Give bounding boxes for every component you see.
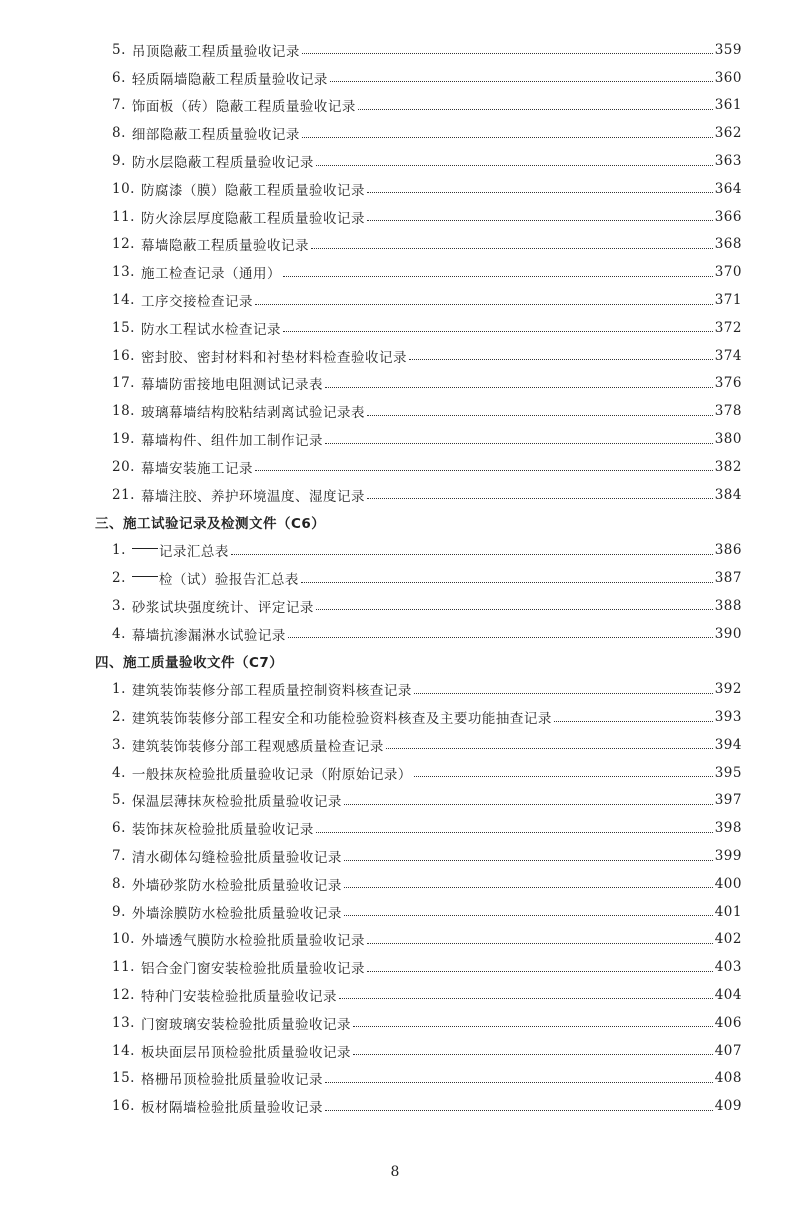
entry-number: 14. bbox=[112, 292, 135, 309]
toc-entry[interactable] bbox=[0, 870, 790, 898]
entry-title: 铝合金门窗安装检验批质量验收记录 bbox=[140, 961, 365, 978]
entry-number: 15. bbox=[112, 1070, 135, 1087]
dot-leader bbox=[325, 1110, 713, 1111]
entry-title: 幕墙构件、组件加工制作记录 bbox=[140, 433, 323, 450]
entry-number: 9. bbox=[112, 903, 126, 920]
entry-number: 7. bbox=[112, 97, 126, 114]
entry-page-number: 370 bbox=[714, 264, 742, 281]
entry-page-number: 363 bbox=[714, 153, 742, 170]
toc-entry[interactable] bbox=[0, 258, 790, 286]
toc-entry[interactable] bbox=[0, 536, 790, 564]
dot-leader bbox=[367, 415, 713, 416]
toc-entry[interactable] bbox=[0, 370, 790, 398]
toc-entry[interactable] bbox=[0, 787, 790, 815]
toc-entry[interactable] bbox=[0, 342, 790, 370]
entry-number: 5. bbox=[112, 41, 126, 58]
dot-leader bbox=[325, 387, 713, 388]
entry-page-number: 409 bbox=[714, 1098, 742, 1115]
entry-number: 21. bbox=[112, 486, 135, 503]
entry-title: 细部隐蔽工程质量验收记录 bbox=[131, 127, 300, 144]
toc-entry[interactable] bbox=[0, 481, 790, 509]
dot-leader bbox=[301, 582, 713, 583]
entry-title: 防水层隐蔽工程质量验收记录 bbox=[131, 155, 314, 172]
toc-entry[interactable] bbox=[0, 814, 790, 842]
entry-number: 11. bbox=[112, 208, 135, 225]
entry-page-number: 400 bbox=[714, 875, 742, 892]
dot-leader bbox=[316, 609, 713, 610]
entry-number: 20. bbox=[112, 458, 135, 475]
entry-title: 幕墙注胶、养护环境温度、湿度记录 bbox=[140, 488, 365, 505]
dot-leader bbox=[344, 915, 713, 916]
entry-page-number: 401 bbox=[714, 903, 742, 920]
entry-page-number: 392 bbox=[714, 681, 742, 698]
entry-number: 6. bbox=[112, 69, 126, 86]
toc-entry[interactable] bbox=[0, 842, 790, 870]
dot-leader bbox=[231, 554, 713, 555]
entry-number: 13. bbox=[112, 264, 135, 281]
dot-leader bbox=[283, 331, 713, 332]
entry-page-number: 378 bbox=[714, 403, 742, 420]
entry-title: 板材隔墙检验批质量验收记录 bbox=[140, 1100, 323, 1117]
dot-leader bbox=[367, 943, 713, 944]
dot-leader bbox=[325, 443, 713, 444]
entry-title: 建筑装饰装修分部工程观感质量检查记录 bbox=[131, 738, 384, 755]
entry-number: 2. bbox=[112, 709, 126, 726]
entry-page-number: 359 bbox=[714, 41, 742, 58]
entry-number: 10. bbox=[112, 931, 135, 948]
entry-title: 建筑装饰装修分部工程质量控制资料核查记录 bbox=[131, 683, 412, 700]
entry-page-number: 399 bbox=[714, 848, 742, 864]
toc-entry[interactable] bbox=[0, 926, 790, 954]
entry-number: 1. bbox=[112, 542, 126, 559]
toc-entry[interactable] bbox=[0, 203, 790, 231]
toc-entry[interactable] bbox=[0, 1092, 790, 1120]
entry-number: 18. bbox=[112, 403, 135, 420]
dot-leader bbox=[339, 998, 713, 999]
dot-leader bbox=[311, 248, 713, 249]
entry-title: 保温层薄抹灰检验批质量验收记录 bbox=[131, 794, 342, 811]
dot-leader bbox=[283, 276, 713, 277]
toc-entry[interactable] bbox=[0, 175, 790, 203]
dot-leader bbox=[409, 359, 713, 360]
dot-leader bbox=[344, 860, 713, 861]
toc-entry[interactable] bbox=[0, 703, 790, 731]
entry-title: 装饰抹灰检验批质量验收记录 bbox=[131, 822, 314, 839]
dot-leader bbox=[316, 165, 713, 166]
dot-leader bbox=[386, 748, 713, 749]
entry-title: 吊顶隐蔽工程质量验收记录 bbox=[131, 43, 300, 60]
entry-title: 防水工程试水检查记录 bbox=[140, 321, 281, 338]
entry-number: 16. bbox=[112, 347, 135, 364]
entry-number: 6. bbox=[112, 820, 126, 837]
toc-entry[interactable] bbox=[0, 231, 790, 259]
dot-leader bbox=[316, 832, 713, 833]
table-of-contents bbox=[0, 36, 790, 1120]
entry-page-number: 382 bbox=[714, 458, 742, 475]
entry-page-number: 394 bbox=[714, 736, 742, 753]
toc-entry[interactable] bbox=[0, 1009, 790, 1037]
entry-page-number: 403 bbox=[714, 959, 742, 976]
entry-page-number: 387 bbox=[714, 570, 742, 587]
entry-number: 17. bbox=[112, 375, 135, 392]
entry-page-number: 384 bbox=[714, 486, 742, 503]
entry-page-number: 366 bbox=[714, 208, 742, 225]
toc-entry[interactable] bbox=[0, 592, 790, 620]
toc-entry[interactable] bbox=[0, 564, 790, 592]
toc-entry[interactable] bbox=[0, 675, 790, 703]
entry-title: 外墙透气膜防水检验批质量验收记录 bbox=[140, 933, 365, 950]
entry-title: 门窗玻璃安装检验批质量验收记录 bbox=[140, 1016, 351, 1033]
dot-leader bbox=[302, 53, 713, 54]
entry-title: 记录汇总表 bbox=[158, 544, 229, 561]
entry-page-number: 361 bbox=[714, 97, 742, 114]
entry-title: 检（试）验报告汇总表 bbox=[158, 572, 299, 589]
toc-entry[interactable] bbox=[0, 898, 790, 926]
entry-page-number: 380 bbox=[714, 431, 742, 448]
entry-page-number: 390 bbox=[714, 625, 742, 642]
entry-number: 3. bbox=[112, 736, 126, 753]
entry-number: 19. bbox=[112, 431, 135, 448]
entry-page-number: 388 bbox=[714, 597, 742, 614]
dot-leader bbox=[414, 776, 713, 777]
entry-page-number: 407 bbox=[714, 1042, 742, 1059]
entry-page-number: 364 bbox=[714, 180, 742, 197]
entry-title: 玻璃幕墙结构胶粘结剥离试验记录表 bbox=[140, 405, 365, 422]
entry-number: 9. bbox=[112, 153, 126, 170]
fill-in-blank bbox=[132, 576, 158, 577]
dot-leader bbox=[554, 721, 713, 722]
toc-entry[interactable] bbox=[0, 119, 790, 147]
section-heading: 三、施工试验记录及检测文件（C6） bbox=[95, 516, 326, 533]
toc-entry[interactable] bbox=[0, 92, 790, 120]
entry-number: 10. bbox=[112, 180, 135, 197]
entry-number: 13. bbox=[112, 1014, 135, 1031]
dot-leader bbox=[414, 693, 713, 694]
toc-entry[interactable] bbox=[0, 147, 790, 175]
toc-entry[interactable] bbox=[0, 953, 790, 981]
entry-number: 4. bbox=[112, 625, 126, 642]
entry-title: 外墙涂膜防水检验批质量验收记录 bbox=[131, 905, 342, 922]
entry-page-number: 376 bbox=[714, 375, 742, 392]
entry-page-number: 371 bbox=[714, 292, 742, 309]
toc-entry[interactable] bbox=[0, 981, 790, 1009]
entry-title: 一般抹灰检验批质量验收记录（附原始记录） bbox=[131, 766, 412, 783]
entry-number: 5. bbox=[112, 792, 126, 809]
dot-leader bbox=[330, 81, 713, 82]
entry-title: 板块面层吊顶检验批质量验收记录 bbox=[140, 1044, 351, 1061]
toc-entry[interactable] bbox=[0, 1037, 790, 1065]
toc-entry[interactable] bbox=[0, 425, 790, 453]
toc-entry[interactable] bbox=[0, 620, 790, 648]
entry-title: 饰面板（砖）隐蔽工程质量验收记录 bbox=[131, 99, 356, 116]
toc-entry[interactable] bbox=[0, 759, 790, 787]
entry-title: 轻质隔墙隐蔽工程质量验收记录 bbox=[131, 71, 328, 88]
entry-title: 幕墙防雷接地电阻测试记录表 bbox=[140, 377, 323, 394]
toc-entry[interactable] bbox=[0, 64, 790, 92]
toc-entry[interactable] bbox=[0, 397, 790, 425]
entry-number: 1. bbox=[112, 681, 126, 698]
entry-page-number: 404 bbox=[714, 986, 742, 1003]
entry-page-number: 372 bbox=[714, 319, 742, 336]
toc-entry[interactable] bbox=[0, 453, 790, 481]
entry-number: 8. bbox=[112, 875, 126, 892]
entry-number: 2. bbox=[112, 570, 126, 587]
entry-page-number: 402 bbox=[714, 931, 742, 948]
dot-leader bbox=[288, 637, 713, 638]
entry-title: 特种门安装检验批质量验收记录 bbox=[140, 988, 337, 1005]
entry-title: 幕墙隐蔽工程质量验收记录 bbox=[140, 238, 309, 255]
toc-entry[interactable] bbox=[0, 314, 790, 342]
entry-number: 15. bbox=[112, 319, 135, 336]
dot-leader bbox=[255, 304, 713, 305]
entry-title: 建筑装饰装修分部工程安全和功能检验资料核查及主要功能抽查记录 bbox=[131, 711, 552, 728]
entry-page-number: 374 bbox=[714, 347, 742, 364]
entry-page-number: 362 bbox=[714, 125, 742, 142]
toc-entry[interactable] bbox=[0, 36, 790, 64]
dot-leader bbox=[302, 137, 713, 138]
dot-leader bbox=[367, 220, 713, 221]
toc-entry[interactable] bbox=[0, 286, 790, 314]
entry-title: 防腐漆（膜）隐蔽工程质量验收记录 bbox=[140, 182, 365, 199]
entry-page-number: 360 bbox=[714, 69, 742, 86]
entry-page-number: 397 bbox=[714, 792, 742, 809]
dot-leader bbox=[353, 1054, 713, 1055]
entry-page-number: 368 bbox=[714, 236, 742, 253]
entry-number: 16. bbox=[112, 1098, 135, 1115]
entry-number: 14. bbox=[112, 1042, 135, 1059]
fill-in-blank bbox=[132, 548, 158, 549]
toc-entry[interactable] bbox=[0, 1064, 790, 1092]
entry-title: 施工检查记录（通用） bbox=[140, 266, 281, 283]
entry-number: 11. bbox=[112, 959, 135, 976]
entry-page-number: 398 bbox=[714, 820, 742, 837]
dot-leader bbox=[367, 192, 713, 193]
entry-page-number: 393 bbox=[714, 709, 742, 726]
entry-title: 砂浆试块强度统计、评定记录 bbox=[131, 599, 314, 616]
dot-leader bbox=[344, 887, 713, 888]
entry-page-number: 395 bbox=[714, 764, 742, 781]
entry-page-number: 386 bbox=[714, 542, 742, 559]
toc-entry[interactable] bbox=[0, 731, 790, 759]
entry-number: 12. bbox=[112, 986, 135, 1003]
entry-title: 幕墙抗渗漏淋水试验记录 bbox=[131, 627, 286, 644]
dot-leader bbox=[367, 971, 713, 972]
entry-title: 密封胶、密封材料和衬垫材料检查验收记录 bbox=[140, 349, 407, 366]
dot-leader bbox=[358, 109, 713, 110]
entry-title: 防火涂层厚度隐蔽工程质量验收记录 bbox=[140, 210, 365, 227]
dot-leader bbox=[367, 498, 713, 499]
section-heading: 四、施工质量验收文件（C7） bbox=[95, 655, 284, 672]
dot-leader bbox=[344, 804, 713, 805]
entry-number: 12. bbox=[112, 236, 135, 253]
entry-title: 外墙砂浆防水检验批质量验收记录 bbox=[131, 877, 342, 894]
entry-number: 4. bbox=[112, 764, 126, 781]
entry-title: 格栅吊顶检验批质量验收记录 bbox=[140, 1072, 323, 1089]
entry-page-number: 406 bbox=[714, 1014, 742, 1031]
entry-title: 工序交接检查记录 bbox=[140, 294, 253, 311]
entry-title: 清水砌体勾缝检验批质量验收记录 bbox=[131, 850, 342, 866]
entry-page-number: 408 bbox=[714, 1070, 742, 1087]
dot-leader bbox=[255, 470, 713, 471]
entry-number: 7. bbox=[112, 848, 126, 864]
dot-leader bbox=[325, 1082, 713, 1083]
dot-leader bbox=[353, 1026, 713, 1027]
entry-number: 8. bbox=[112, 125, 126, 142]
entry-title: 幕墙安装施工记录 bbox=[140, 460, 253, 477]
page-number: 8 bbox=[390, 1164, 400, 1180]
entry-number: 3. bbox=[112, 597, 126, 614]
